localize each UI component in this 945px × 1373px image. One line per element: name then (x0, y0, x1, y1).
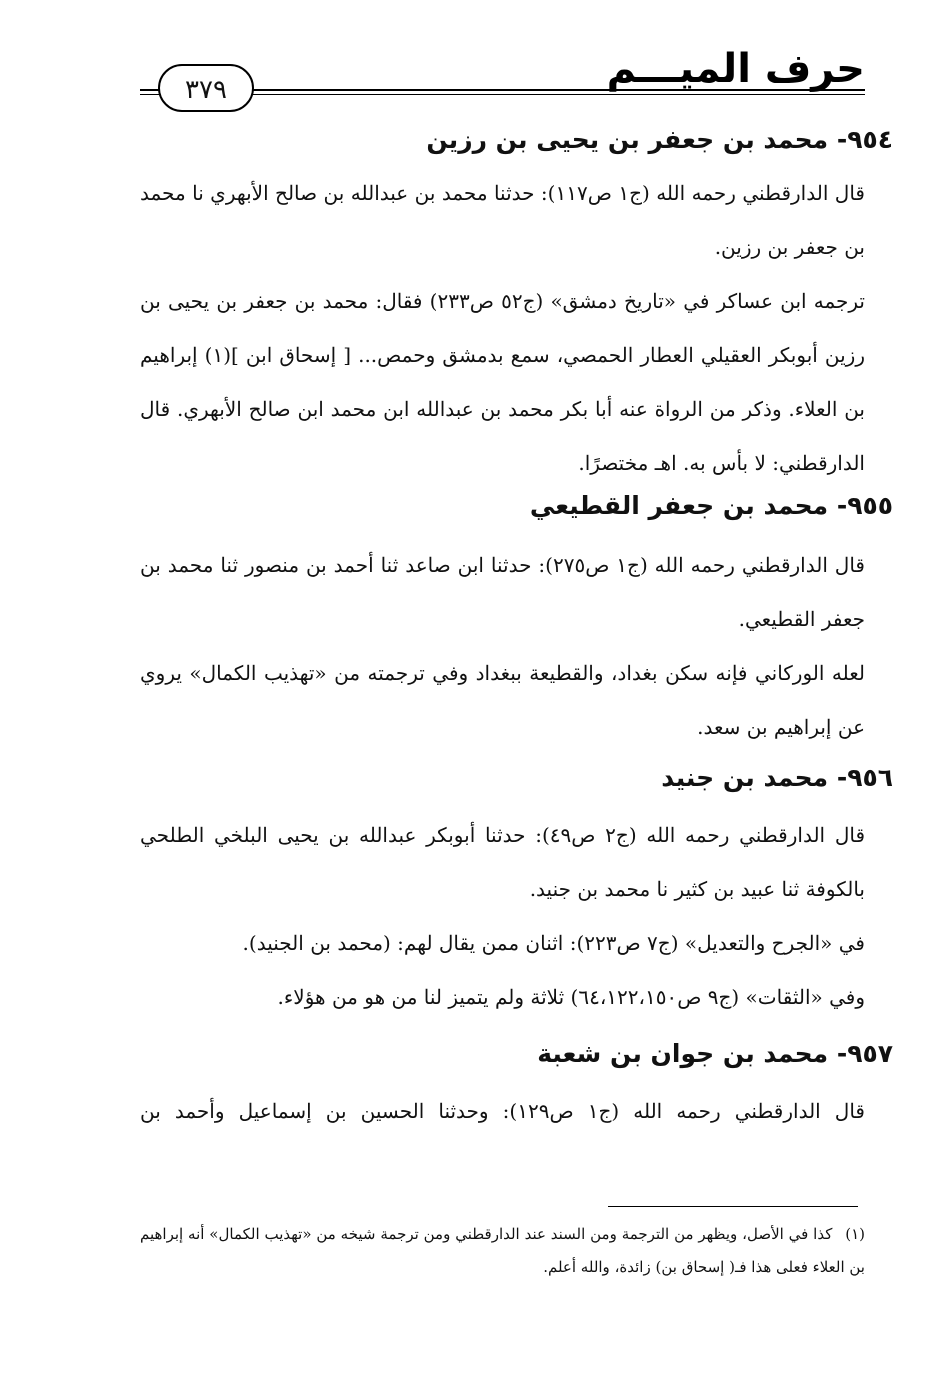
footnote-separator (608, 1206, 858, 1207)
entry-title-955: ٩٥٥- محمد بن جعفر القطيعي (529, 491, 893, 520)
entry-body-956 (140, 808, 865, 1024)
page-number: ٣٧٩ (158, 64, 254, 112)
paragraph: قال الدارقطني رحمه الله (ج١ ص١٢٩): وحدثنا الحسين بن إسماعيل وأحمد بن (140, 1099, 865, 1123)
paragraph: ترجمه ابن عساكر في «تاريخ دمشق» (ج٥٢ ص٢٣٣) فقال: محمد بن جعفر بن يحيى بن رزين أبوبكر العقيلي العطار الحمصي، سمع بدمشق وحمص... [ إسحاق ابن ](١) إبراهيم بن العلاء. وذكر من الرواة عنه أبا بكر محمد بن عبدالله ابن محمد ابن صالح الأبهري. قال الدارقطني: لا بأس به. اهـ مختصرًا. (140, 289, 865, 475)
paragraph: قال الدارقطني رحمه الله (ج٢ ص٤٩): حدثنا أبوبكر عبدالله بن يحيى البلخي الطلحي بالكوفة ثنا عبيد بن كثير نا محمد بن جنيد. (140, 823, 866, 901)
footnote-marker: (١) (845, 1225, 865, 1243)
running-title: حرف الميـــم (606, 46, 865, 92)
paragraph: وفي «الثقات» (ج٩ ص٦٤،١٢٢،١٥٠) ثلاثة ولم يتميز لنا من هو من هؤلاء. (277, 985, 865, 1009)
paragraph: قال الدارقطني رحمه الله (ج١ ص١١٧): حدثنا محمد بن عبدالله بن صالح الأبهري نا محمد بن جعفر بن رزين. (140, 181, 865, 259)
paragraph: لعله الوركاني فإنه سكن بغداد، والقطيعة ببغداد وفي ترجمته من «تهذيب الكمال» يروي عن إبراهيم بن سعد. (140, 661, 865, 739)
entry-title-957: ٩٥٧- محمد بن جوان بن شعبة (537, 1039, 893, 1068)
entry-title-956: ٩٥٦- محمد بن جنيد (661, 763, 893, 792)
page-header (140, 44, 865, 104)
entry-body-957 (140, 1084, 865, 1138)
entry-body-954 (140, 166, 865, 490)
entry-body-955 (140, 538, 865, 754)
footnote (140, 1218, 865, 1284)
entry-title-954: ٩٥٤- محمد بن جعفر بن يحيى بن رزين (426, 125, 893, 154)
paragraph: في «الجرح والتعديل» (ج٧ ص٢٢٣): اثنان ممن يقال لهم: (محمد بن الجنيد). (242, 931, 865, 955)
paragraph: قال الدارقطني رحمه الله (ج١ ص٢٧٥): حدثنا ابن صاعد ثنا أحمد بن منصور ثنا محمد بن جعفر القطيعي. (140, 553, 865, 631)
footnote-text: كذا في الأصل، ويظهر من الترجمة ومن السند عند الدارقطني ومن ترجمة شيخه من «تهذيب الكمال» أنه إبراهيم بن العلاء فعلى هذا فـ( إسحاق بن) زائدة، والله أعلم. (140, 1225, 865, 1276)
